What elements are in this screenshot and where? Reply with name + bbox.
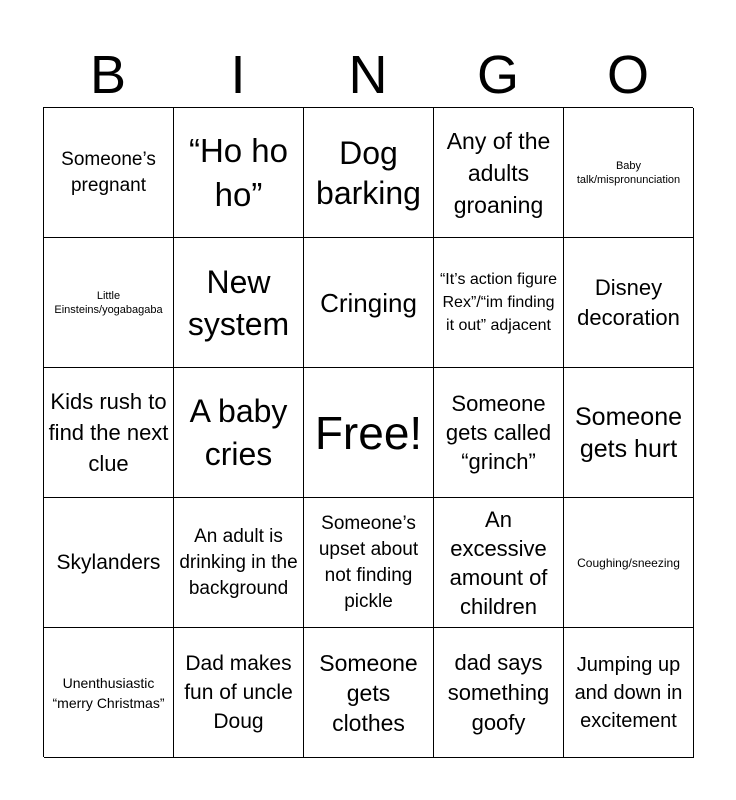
cell-text: Dog barking [316,134,421,211]
cell-text: Cringing [320,287,417,318]
cell-text: Someone’s upset about not finding pickle [318,512,419,612]
bingo-cell[interactable] [304,498,434,628]
cell-text: “Ho ho ho” [188,131,289,213]
bingo-cell[interactable] [304,108,434,238]
cell-text: Someone gets hurt [574,402,683,463]
free-space[interactable] [304,368,434,498]
header-letter-n: N [348,45,388,105]
bingo-cell[interactable] [174,628,304,758]
bingo-cell[interactable] [434,498,564,628]
bingo-cell[interactable] [434,238,564,368]
bingo-cell[interactable] [44,498,174,628]
cell-text: A baby cries [189,392,288,472]
bingo-cell[interactable] [304,628,434,758]
bingo-cell[interactable] [434,368,564,498]
cell-text: dad says something goofy [447,649,550,735]
bingo-cell[interactable] [304,238,434,368]
bingo-cell[interactable] [44,368,174,498]
cell-text: An excessive amount of children [449,506,548,619]
header-letter-g: G [476,45,519,105]
bingo-cell[interactable] [174,238,304,368]
bingo-cell[interactable] [44,238,174,368]
bingo-header [43,42,693,108]
cell-text: Skylanders [56,550,161,574]
cell-text: Unenthusiastic “merry Christmas” [52,674,165,711]
cell-text: Little Einsteins/yogabagaba [54,289,163,316]
bingo-card [43,107,693,757]
bingo-cell[interactable] [564,498,694,628]
cell-text: Kids rush to find the next clue [48,389,169,476]
bingo-cell[interactable] [564,238,694,368]
bingo-cell[interactable] [564,368,694,498]
header-letter-o: O [606,45,649,105]
bingo-cell[interactable] [434,108,564,238]
cell-text: An adult is drinking in the background [179,525,298,599]
bingo-cell[interactable] [564,108,694,238]
cell-text: “It’s action figure Rex”/“im finding it out” adjacent [439,271,558,334]
cell-text: Someone gets clothes [319,649,418,736]
bingo-cell[interactable] [174,108,304,238]
header-letter-i: I [230,45,246,105]
cell-text: New system [187,263,290,342]
cell-text: Any of the adults groaning [446,127,551,218]
cell-text: Jumping up and down in excitement [574,653,683,732]
header-letter-b: B [89,45,127,105]
cell-text: Dad makes fun of uncle Doug [184,652,293,733]
bingo-cell[interactable] [174,368,304,498]
cell-text: Coughing/sneezing [577,555,680,570]
bingo-cell[interactable] [44,108,174,238]
cell-text: Free! [314,406,423,459]
cell-text: Someone gets called “grinch” [445,391,552,474]
bingo-cell[interactable] [174,498,304,628]
bingo-cell[interactable] [434,628,564,758]
bingo-cell[interactable] [44,628,174,758]
bingo-cell[interactable] [564,628,694,758]
cell-text: Baby talk/mispronunciation [576,159,681,186]
cell-text: Someone’s pregnant [61,148,156,196]
cell-text: Disney decoration [577,274,680,330]
